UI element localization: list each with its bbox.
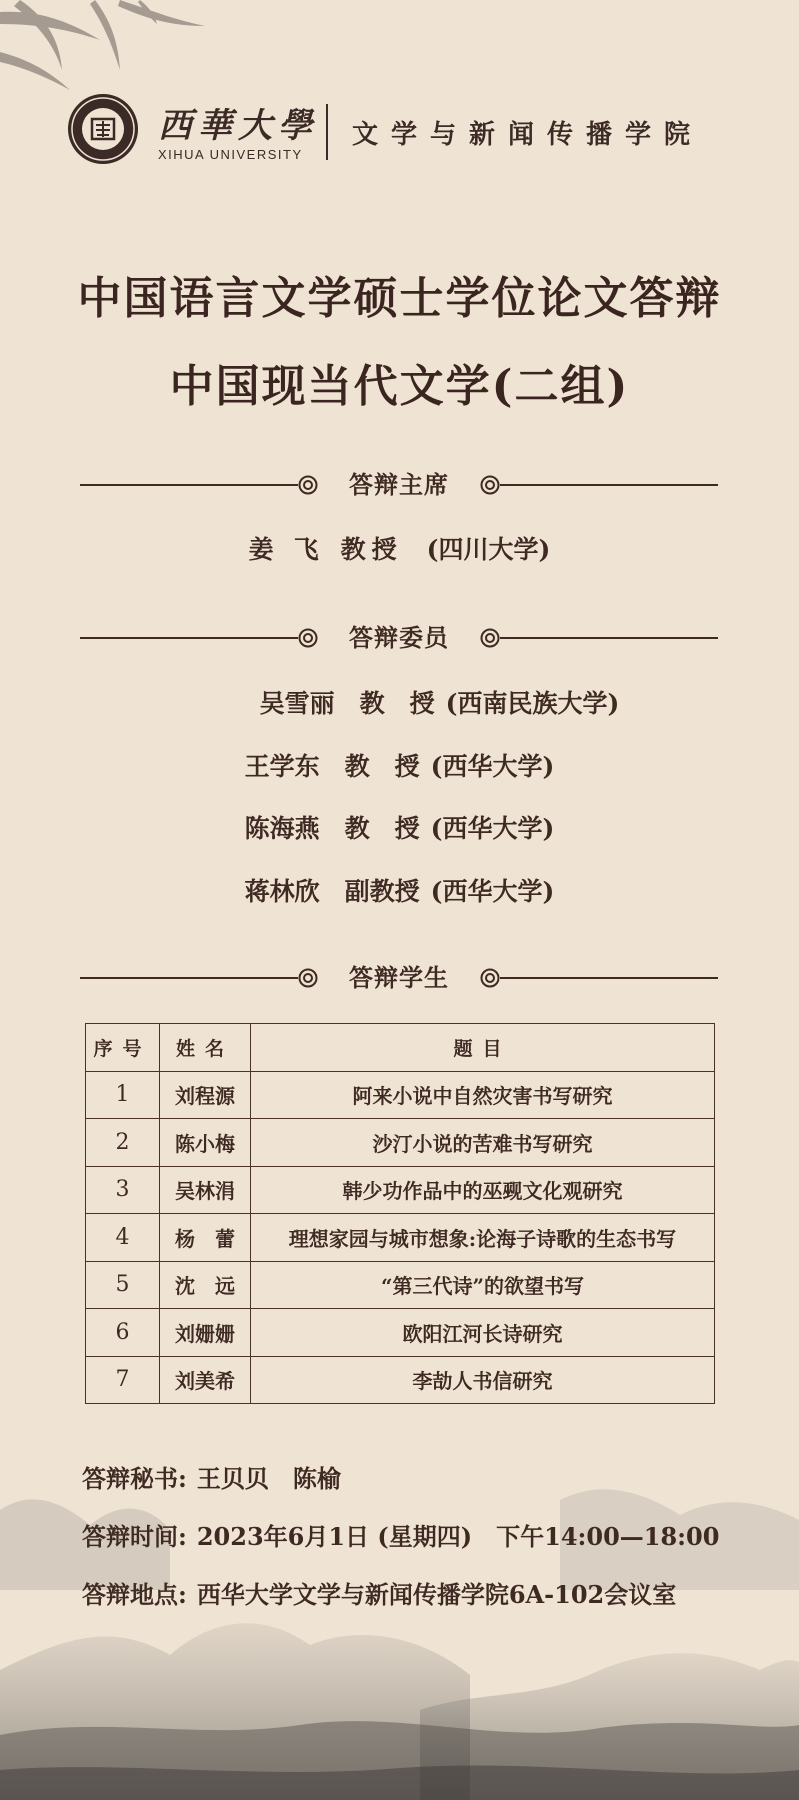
member-title: 教 授 [344, 752, 420, 781]
column-header: 题目 [251, 1024, 715, 1072]
students-table [85, 1023, 715, 1404]
committee-member [0, 872, 799, 908]
chair-name: 姜飞 [248, 535, 339, 564]
student-name: 杨 蕾 [160, 1214, 251, 1262]
member-name: 吴雪丽 [259, 689, 335, 718]
secretary-label: 答辩秘书: [82, 1464, 187, 1493]
member-title: 副教授 [344, 877, 420, 906]
thesis-topic: 阿来小说中自然灾害书写研究 [251, 1071, 715, 1119]
ring-ornament-icon [480, 968, 500, 988]
row-number: 1 [86, 1071, 160, 1119]
university-name-cn: 西華大學 [158, 106, 318, 146]
table-row [86, 1119, 715, 1167]
student-name: 陈小梅 [160, 1119, 251, 1167]
thesis-topic: 理想家园与城市想象:论海子诗歌的生态书写 [251, 1214, 715, 1262]
place-value: 西华大学文学与新闻传播学院6A-102会议室 [196, 1580, 677, 1609]
student-name: 刘美希 [160, 1356, 251, 1404]
member-title: 教 授 [359, 689, 435, 718]
section-header-committee [80, 623, 718, 653]
chair-title: 教授 [340, 535, 403, 564]
table-row [86, 1261, 715, 1309]
section-title: 答辩委员 [349, 623, 449, 652]
secretary-value: 王贝贝 陈榆 [196, 1464, 341, 1493]
ring-ornament-icon [480, 628, 500, 648]
row-number: 7 [86, 1356, 160, 1404]
committee-member [0, 684, 799, 720]
divider-line [500, 637, 718, 639]
row-number: 6 [86, 1309, 160, 1357]
chair-entry [0, 530, 799, 566]
header-divider [326, 104, 328, 160]
divider-line [500, 977, 718, 979]
university-seal-icon [66, 92, 140, 166]
member-affiliation: (西华大学) [430, 752, 555, 781]
member-affiliation: (西南民族大学) [445, 689, 620, 718]
table-header-row [86, 1024, 715, 1072]
member-name: 蒋林欣 [244, 877, 320, 906]
ring-ornament-icon [480, 475, 500, 495]
page-subtitle: 中国现当代文学(二组) [169, 361, 630, 412]
member-name: 陈海燕 [244, 814, 320, 843]
place-line [82, 1575, 676, 1610]
thesis-topic: 欧阳江河长诗研究 [251, 1309, 715, 1357]
student-name: 沈 远 [160, 1261, 251, 1309]
student-name: 刘程源 [160, 1071, 251, 1119]
row-number: 2 [86, 1119, 160, 1167]
row-number: 5 [86, 1261, 160, 1309]
time-value: 2023年6月1日 (星期四) 下午14:00—18:00 [196, 1522, 720, 1551]
section-title: 答辩学生 [349, 963, 449, 992]
row-number: 4 [86, 1214, 160, 1262]
column-header: 姓名 [160, 1024, 251, 1072]
row-number: 3 [86, 1166, 160, 1214]
divider-line [500, 484, 718, 486]
member-title: 教 授 [344, 814, 420, 843]
section-header-students [80, 963, 718, 993]
student-name: 吴林涓 [160, 1166, 251, 1214]
member-affiliation: (西华大学) [430, 814, 555, 843]
committee-member [0, 809, 799, 845]
member-name: 王学东 [244, 752, 320, 781]
place-label: 答辩地点: [82, 1580, 187, 1609]
thesis-topic: 李劼人书信研究 [251, 1356, 715, 1404]
thesis-topic: 沙汀小说的苦难书写研究 [251, 1119, 715, 1167]
table-row [86, 1214, 715, 1262]
time-label: 答辩时间: [82, 1522, 187, 1551]
page-title: 中国语言文学硕士学位论文答辩 [77, 273, 722, 324]
time-line [82, 1517, 719, 1552]
column-header: 序号 [86, 1024, 160, 1072]
section-title: 答辩主席 [349, 470, 449, 499]
thesis-topic: “第三代诗”的欲望书写 [251, 1261, 715, 1309]
chair-affiliation: (四川大学) [426, 535, 551, 564]
university-name-en: XIHUA UNIVERSITY [158, 147, 303, 162]
table-row [86, 1356, 715, 1404]
college-name: 文学与新闻传播学院 [352, 120, 704, 150]
committee-member [0, 747, 799, 783]
table-row [86, 1309, 715, 1357]
member-affiliation: (西华大学) [430, 877, 555, 906]
table-row [86, 1166, 715, 1214]
table-row [86, 1071, 715, 1119]
student-name: 刘姗姗 [160, 1309, 251, 1357]
thesis-topic: 韩少功作品中的巫觋文化观研究 [251, 1166, 715, 1214]
section-header-chair [80, 470, 718, 500]
secretary-line [82, 1459, 341, 1494]
